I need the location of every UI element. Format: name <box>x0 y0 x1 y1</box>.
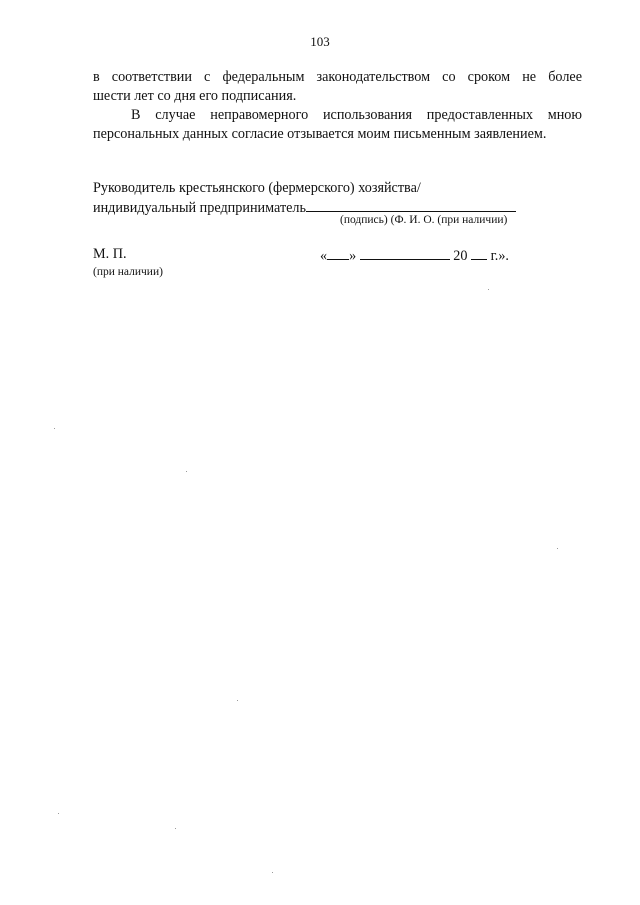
scan-speck <box>58 813 59 814</box>
scan-speck <box>557 548 558 549</box>
date-suffix: г.». <box>490 248 509 264</box>
signatory-role: Руководитель крестьянского (фермерского) хозяйства/ <box>93 180 421 196</box>
paragraph-line: шести лет со дня его подписания. <box>93 88 297 104</box>
scan-speck <box>272 872 273 873</box>
signatory-title: индивидуальный предприниматель <box>93 200 306 216</box>
date-open-quote: « <box>320 248 328 264</box>
scan-speck <box>488 289 489 290</box>
paragraph-consent-term <box>93 68 582 106</box>
page-number: 103 <box>310 34 330 49</box>
day-blank-field <box>327 246 349 260</box>
stamp-note: (при наличии) <box>93 266 163 278</box>
stamp-label: М. П. <box>93 246 127 262</box>
year-prefix: 20 <box>453 248 468 264</box>
scan-speck <box>237 700 238 701</box>
paragraph-consent-revocation <box>93 106 582 144</box>
paragraph-line: в соответствии с федеральным законодательством со сроком не более <box>93 69 582 85</box>
year-blank-field <box>471 246 487 260</box>
scan-speck <box>54 428 55 429</box>
paragraph-line: персональных данных согласие отзывается моим письменным заявлением. <box>93 126 547 142</box>
scan-speck <box>175 828 176 829</box>
signature-blank-field <box>306 198 516 212</box>
month-blank-field <box>360 246 450 260</box>
signature-caption: (подпись) (Ф. И. О. (при наличии) <box>340 214 508 226</box>
date-close-quote: » <box>349 248 357 264</box>
scan-speck <box>186 471 187 472</box>
paragraph-line: В случае неправомерного использования предоставленных мною <box>131 107 582 123</box>
date-line <box>320 246 509 265</box>
